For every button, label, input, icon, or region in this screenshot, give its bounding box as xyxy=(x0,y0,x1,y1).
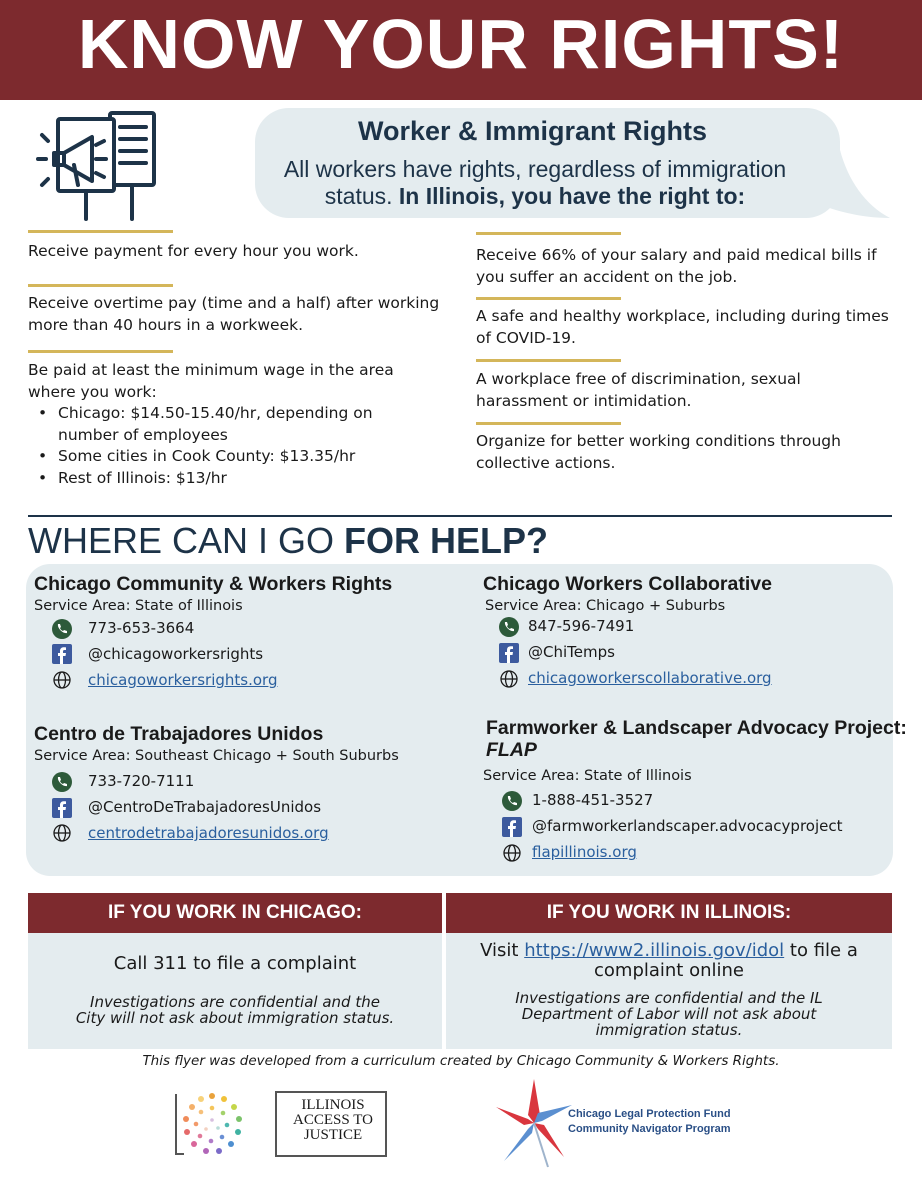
chicago-star-logo xyxy=(494,1077,574,1169)
right-payment: Receive payment for every hour you work. xyxy=(28,242,359,260)
phone-icon xyxy=(52,619,72,639)
gold-divider xyxy=(28,284,173,287)
facebook-icon xyxy=(499,643,519,663)
right-organize: Organize for better working conditions through collective actions. xyxy=(476,432,841,472)
website-link[interactable]: centrodetrabajadoresunidos.org xyxy=(88,824,329,842)
website-link[interactable]: flapillinois.org xyxy=(532,843,637,861)
help-heading xyxy=(28,520,548,562)
globe-icon xyxy=(499,669,519,689)
phone-number[interactable]: 1-888-451-3527 xyxy=(532,791,654,809)
org-service-area: Service Area: State of Illinois xyxy=(483,768,692,784)
wage-item-chicago: • Chicago: $14.50-15.40/hr, depending on number of employees xyxy=(28,403,423,446)
illinois-note-line3: immigration status. xyxy=(595,1021,743,1039)
iaj-line2: ACCESS TO xyxy=(293,1112,373,1128)
illinois-main-line1 xyxy=(446,941,892,961)
facebook-icon xyxy=(52,644,72,664)
wage-item-rest-of-illinois: • Rest of Illinois: $13/hr xyxy=(28,468,448,490)
illinois-main-suffix: to file a xyxy=(784,940,858,961)
intro-body-line1: All workers have rights, regardless of immigration xyxy=(283,156,787,182)
megaphone-poster-icon xyxy=(34,105,160,225)
illinois-confidentiality-note xyxy=(446,990,892,1038)
speech-bubble-tail xyxy=(810,150,890,220)
illinois-main-line2: complaint online xyxy=(594,960,744,981)
iaj-line3: JUSTICE xyxy=(303,1127,363,1143)
phone-number[interactable]: 733-720-7111 xyxy=(88,772,195,790)
wage-item-cook-county: • Some cities in Cook County: $13.35/hr xyxy=(28,446,448,468)
gold-divider xyxy=(476,359,621,362)
phone-icon xyxy=(502,791,522,811)
right-no-discrimination: A workplace free of discrimination, sexual harassment or intimidation. xyxy=(476,370,801,410)
footer-credit: This flyer was developed from a curriculum created by Chicago Community & Workers Rights. xyxy=(142,1053,780,1069)
intro-body xyxy=(270,156,800,210)
globe-icon xyxy=(52,670,72,690)
clpf-logo-text xyxy=(568,1107,731,1137)
iaj-line1: ILLINOIS xyxy=(301,1097,365,1113)
chicago-box xyxy=(28,933,442,1049)
phone-icon xyxy=(52,772,72,792)
facebook-icon xyxy=(52,798,72,818)
org-name: Chicago Workers Collaborative xyxy=(483,573,772,595)
illinois-visit-text xyxy=(446,941,892,981)
right-injury-compensation: Receive 66% of your salary and paid medical bills if you suffer an accident on the job. xyxy=(476,246,877,286)
gold-divider xyxy=(476,422,621,425)
phone-icon xyxy=(499,617,519,637)
phone-number[interactable]: 847-596-7491 xyxy=(528,617,635,635)
website-link[interactable]: chicagoworkersrights.org xyxy=(88,671,278,689)
clpf-line1: Chicago Legal Protection Fund xyxy=(568,1108,731,1120)
intro-title: Worker & Immigrant Rights xyxy=(357,116,708,146)
intro-body-status: status. xyxy=(324,183,393,209)
gold-divider xyxy=(476,297,621,300)
website-link[interactable]: chicagoworkerscollaborative.org xyxy=(528,669,772,687)
right-safe-workplace: A safe and healthy workplace, including during times of COVID-19. xyxy=(476,307,889,347)
help-heading-bold: FOR HELP? xyxy=(344,520,549,561)
right-overtime: Receive overtime pay (time and a half) after working more than 40 hours in a workweek. xyxy=(28,294,440,334)
illinois-note-line1: Investigations are confidential and the IL xyxy=(515,989,823,1007)
org-service-area: Service Area: Chicago + Suburbs xyxy=(485,598,726,614)
wage-list xyxy=(28,403,448,489)
phone-number[interactable]: 773-653-3664 xyxy=(88,619,195,637)
facebook-handle[interactable]: @CentroDeTrabajadoresUnidos xyxy=(88,798,322,816)
intro-body-line2 xyxy=(270,183,800,210)
org-name: Chicago Community & Workers Rights xyxy=(34,573,393,595)
section-divider xyxy=(28,515,892,517)
org-name-line2 xyxy=(486,739,537,762)
facebook-handle[interactable]: @farmworkerlandscaper.advocacyproject xyxy=(532,817,843,835)
facebook-icon xyxy=(502,817,522,837)
globe-icon xyxy=(52,823,72,843)
gold-divider xyxy=(28,350,173,353)
facebook-handle[interactable]: @chicagoworkersrights xyxy=(88,645,264,663)
page-title: KNOW YOUR RIGHTS! xyxy=(77,5,845,83)
iaj-logo-text xyxy=(278,1098,388,1143)
chicago-header: IF YOU WORK IN CHICAGO: xyxy=(107,902,363,923)
org-acronym: FLAP xyxy=(486,739,537,761)
right-minimum-wage: Be paid at least the minimum wage in the area where you work: xyxy=(28,361,394,401)
globe-icon xyxy=(502,843,522,863)
illinois-main-prefix: Visit xyxy=(480,940,525,961)
intro-body-bold: In Illinois, you have the right to: xyxy=(398,183,746,209)
chicago-confidentiality-note xyxy=(28,994,442,1026)
facebook-handle[interactable]: @ChiTemps xyxy=(528,643,615,661)
gold-divider xyxy=(476,232,621,235)
illinois-header: IF YOU WORK IN ILLINOIS: xyxy=(546,902,792,923)
gold-divider xyxy=(28,230,173,233)
help-heading-plain: WHERE CAN I GO xyxy=(28,520,345,561)
illinois-note-line2: Department of Labor will not ask about xyxy=(521,1005,817,1023)
org-name: Centro de Trabajadores Unidos xyxy=(34,723,324,745)
org-name: Farmworker & Landscaper Advocacy Project: xyxy=(486,717,907,739)
idol-link[interactable]: https://www2.illinois.gov/idol xyxy=(524,940,785,961)
chicago-note-line2: City will not ask about immigration status. xyxy=(75,1009,395,1027)
clpf-line2: Community Navigator Program xyxy=(568,1123,731,1135)
chicago-note-line1: Investigations are confidential and the xyxy=(90,993,380,1011)
org-service-area: Service Area: State of Illinois xyxy=(34,598,243,614)
chicago-call-311: Call 311 to file a complaint xyxy=(113,953,357,974)
org-service-area: Service Area: Southeast Chicago + South Suburbs xyxy=(34,748,399,764)
